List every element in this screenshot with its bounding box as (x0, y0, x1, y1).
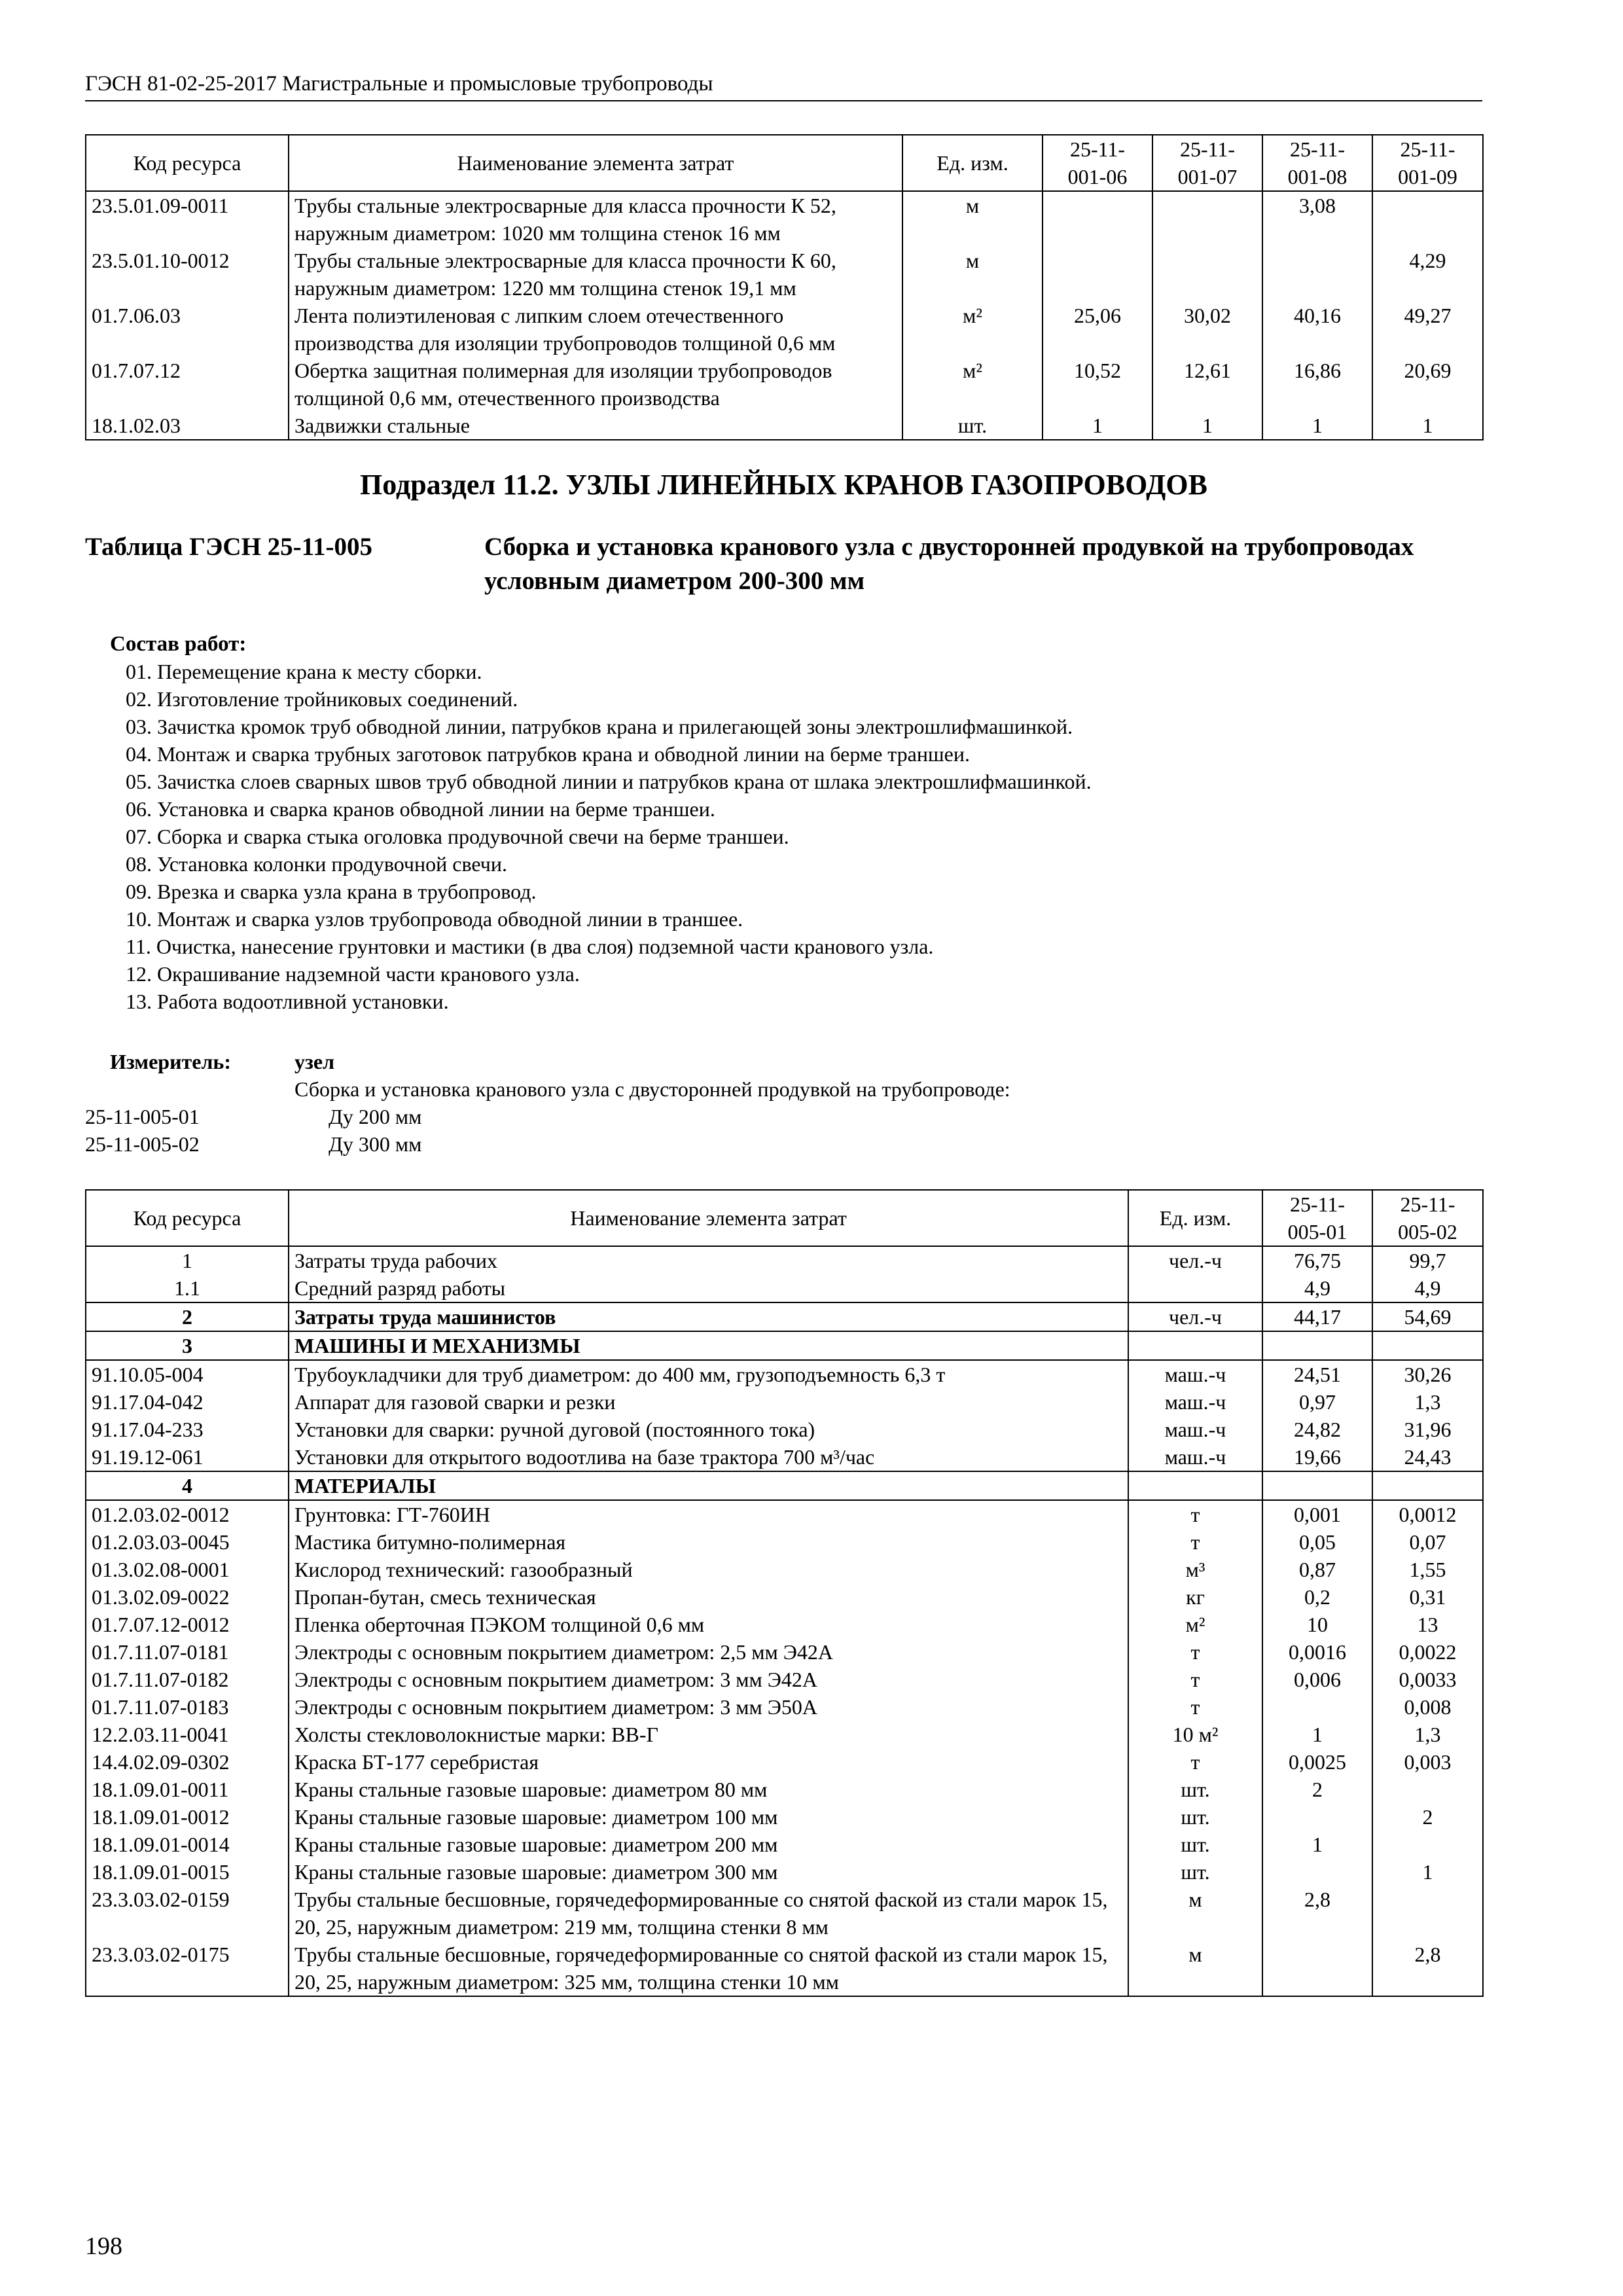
unit: м (1128, 1886, 1262, 1941)
resource-name: Электроды с основным покрытием диаметром: 3 мм Э50А (289, 1693, 1128, 1721)
document-page (85, 72, 1482, 1997)
value-cell: 10,52 (1043, 357, 1152, 412)
resource-code: 01.2.03.02-0012 (86, 1500, 289, 1528)
resource-code: 18.1.09.01-0012 (86, 1803, 289, 1831)
unit: м² (902, 357, 1043, 412)
value-cell (1262, 1693, 1372, 1721)
table-row (86, 1416, 1483, 1443)
work-item: 06. Установка и сварка кранов обводной линии на берме траншеи. (126, 797, 715, 821)
unit (1128, 1331, 1262, 1360)
value-cell: 24,82 (1262, 1416, 1372, 1443)
value-cell (1262, 1858, 1372, 1886)
unit: м² (902, 302, 1043, 357)
resource-code: 91.10.05-004 (86, 1360, 289, 1388)
column-header: Код ресурса (86, 135, 289, 191)
value-cell: 49,27 (1372, 302, 1483, 357)
value-cell: 0,001 (1262, 1500, 1372, 1528)
resource-code: 14.4.02.09-0302 (86, 1748, 289, 1776)
table-row (86, 1443, 1483, 1471)
value-cell (1372, 191, 1483, 247)
table-row (86, 1331, 1483, 1360)
table-row (86, 1246, 1483, 1274)
table-header-row (86, 1190, 1483, 1246)
value-cell: 31,96 (1372, 1416, 1483, 1443)
value-cell: 40,16 (1262, 302, 1372, 357)
table-row (86, 1388, 1483, 1416)
table-row (86, 1360, 1483, 1388)
table-row (86, 191, 1483, 247)
column-header: 25-11- 005-02 (1372, 1190, 1483, 1246)
column-header: Ед. изм. (1128, 1190, 1262, 1246)
value-cell (1262, 1941, 1372, 1996)
table-row (86, 1302, 1483, 1331)
measure-item: Ду 200 мм (329, 1105, 422, 1128)
resource-name: Трубы стальные электросварные для класса прочности К 52, наружным диаметром: 1020 мм толщина стенок 16 мм (289, 191, 902, 247)
work-item: 12. Окрашивание надземной части кранового узла. (126, 962, 580, 986)
measure-desc: Сборка и установка кранового узла с двусторонней продувкой на трубопроводе: (294, 1077, 1010, 1101)
resource-name: Средний разряд работы (289, 1274, 1128, 1302)
measure-code: 25-11-005-02 (85, 1132, 200, 1156)
value-cell: 0,87 (1262, 1556, 1372, 1583)
measure-item: Ду 300 мм (329, 1132, 422, 1156)
unit: шт. (1128, 1803, 1262, 1831)
resource-code: 01.7.11.07-0183 (86, 1693, 289, 1721)
resource-name: Кислород технический: газообразный (289, 1556, 1128, 1583)
resource-name: Обертка защитная полимерная для изоляции трубопроводов толщиной 0,6 мм, отечественного производства (289, 357, 902, 412)
resource-code: 01.7.11.07-0181 (86, 1638, 289, 1666)
value-cell (1372, 1471, 1483, 1500)
table-number: Таблица ГЭСН 25-11-005 (85, 533, 372, 561)
table-row (86, 1776, 1483, 1803)
value-cell: 4,9 (1262, 1274, 1372, 1302)
value-cell: 0,003 (1372, 1748, 1483, 1776)
resource-name: Трубоукладчики для труб диаметром: до 400 мм, грузоподъемность 6,3 т (289, 1360, 1128, 1388)
column-header: 25-11- 001-06 (1043, 135, 1152, 191)
value-cell (1372, 1331, 1483, 1360)
resource-name: Мастика битумно-полимерная (289, 1528, 1128, 1556)
measure-unit: узел (294, 1050, 335, 1073)
value-cell: 1,3 (1372, 1388, 1483, 1416)
value-cell: 2,8 (1372, 1941, 1483, 1996)
table-row (86, 1471, 1483, 1500)
unit: маш.-ч (1128, 1388, 1262, 1416)
resource-code: 23.5.01.10-0012 (86, 247, 289, 302)
running-header: ГЭСН 81-02-25-2017 Магистральные и промысловые трубопроводы (85, 72, 1482, 101)
table-row (86, 1528, 1483, 1556)
measure-label: Измеритель: (110, 1050, 231, 1073)
value-cell: 76,75 (1262, 1246, 1372, 1274)
value-cell: 0,97 (1262, 1388, 1372, 1416)
resource-name: Краны стальные газовые шаровые: диаметром 80 мм (289, 1776, 1128, 1803)
value-cell: 0,31 (1372, 1583, 1483, 1611)
value-cell (1043, 247, 1152, 302)
work-item: 05. Зачистка слоев сварных швов труб обводной линии и патрубков крана от шлака электрошлифмашинкой. (126, 770, 1092, 793)
unit: чел.-ч (1128, 1302, 1262, 1331)
table-row (86, 1858, 1483, 1886)
unit: м² (1128, 1611, 1262, 1638)
table-row (86, 412, 1483, 440)
column-header: 25-11- 005-01 (1262, 1190, 1372, 1246)
unit: т (1128, 1693, 1262, 1721)
value-cell (1372, 1831, 1483, 1858)
value-cell: 3,08 (1262, 191, 1372, 247)
resource-code: 18.1.09.01-0014 (86, 1831, 289, 1858)
value-cell: 1 (1372, 1858, 1483, 1886)
table-row (86, 1721, 1483, 1748)
works-title: Состав работ: (110, 632, 247, 656)
value-cell: 0,0033 (1372, 1666, 1483, 1693)
table-row (86, 247, 1483, 302)
value-cell (1262, 1471, 1372, 1500)
value-cell: 20,69 (1372, 357, 1483, 412)
table-header-row (86, 135, 1483, 191)
unit: маш.-ч (1128, 1360, 1262, 1388)
resource-code: 01.7.11.07-0182 (86, 1666, 289, 1693)
value-cell: 25,06 (1043, 302, 1152, 357)
unit: шт. (1128, 1831, 1262, 1858)
resource-name: МАШИНЫ И МЕХАНИЗМЫ (289, 1331, 1128, 1360)
resource-name: Электроды с основным покрытием диаметром: 3 мм Э42А (289, 1666, 1128, 1693)
resource-code: 2 (86, 1302, 289, 1331)
resource-code: 23.3.03.02-0175 (86, 1941, 289, 1996)
value-cell (1262, 1331, 1372, 1360)
resource-name: Холсты стекловолокнистые марки: ВВ-Г (289, 1721, 1128, 1748)
unit: т (1128, 1500, 1262, 1528)
resource-code: 23.3.03.02-0159 (86, 1886, 289, 1941)
value-cell (1372, 1776, 1483, 1803)
resource-name: Электроды с основным покрытием диаметром: 2,5 мм Э42А (289, 1638, 1128, 1666)
table-row (86, 357, 1483, 412)
unit: т (1128, 1748, 1262, 1776)
work-item: 02. Изготовление тройниковых соединений. (126, 687, 518, 711)
value-cell: 13 (1372, 1611, 1483, 1638)
value-cell: 30,26 (1372, 1360, 1483, 1388)
resource-name: Краны стальные газовые шаровые: диаметром 200 мм (289, 1831, 1128, 1858)
resource-name: Лента полиэтиленовая с липким слоем отечественного производства для изоляции трубопроводов толщиной 0,6 мм (289, 302, 902, 357)
resource-name: Трубы стальные бесшовные, горячедеформированные со снятой фаской из стали марок 15, 20, 25, наружным диаметром: 325 мм, толщина стенки 10 мм (289, 1941, 1128, 1996)
resource-code: 01.7.07.12-0012 (86, 1611, 289, 1638)
resource-name: Краска БТ-177 серебристая (289, 1748, 1128, 1776)
table-row (86, 1886, 1483, 1941)
value-cell (1043, 191, 1152, 247)
resource-name: Пленка оберточная ПЭКОМ толщиной 0,6 мм (289, 1611, 1128, 1638)
value-cell: 54,69 (1372, 1302, 1483, 1331)
work-item: 11. Очистка, нанесение грунтовки и мастики (в два слоя) подземной части кранового узла. (126, 935, 934, 958)
measure-block (85, 1048, 1482, 1158)
resource-code: 91.17.04-042 (86, 1388, 289, 1416)
table-row (86, 1941, 1483, 1996)
value-cell (1372, 1886, 1483, 1941)
value-cell: 30,02 (1152, 302, 1262, 357)
unit: м³ (1128, 1556, 1262, 1583)
value-cell: 0,008 (1372, 1693, 1483, 1721)
table-row (86, 1583, 1483, 1611)
resource-name: Затраты труда рабочих (289, 1246, 1128, 1274)
value-cell: 0,0022 (1372, 1638, 1483, 1666)
work-item: 04. Монтаж и сварка трубных заготовок патрубков крана и обводной линии на берме траншеи. (126, 742, 970, 766)
unit: шт. (1128, 1858, 1262, 1886)
resource-code: 12.2.03.11-0041 (86, 1721, 289, 1748)
table-caption: Сборка и установка кранового узла с двусторонней продувкой на трубопроводах условным диаметром 200-300 мм (484, 533, 1414, 595)
value-cell: 24,51 (1262, 1360, 1372, 1388)
unit: т (1128, 1528, 1262, 1556)
unit: 10 м² (1128, 1721, 1262, 1748)
value-cell: 19,66 (1262, 1443, 1372, 1471)
work-item: 01. Перемещение крана к месту сборки. (126, 660, 482, 683)
resource-code: 91.17.04-233 (86, 1416, 289, 1443)
unit: м (1128, 1941, 1262, 1996)
value-cell: 1 (1372, 412, 1483, 440)
table-row (86, 302, 1483, 357)
resource-table-001 (85, 134, 1484, 440)
column-header: 25-11- 001-08 (1262, 135, 1372, 191)
value-cell: 0,0025 (1262, 1748, 1372, 1776)
resource-code: 1 (86, 1246, 289, 1274)
table-row (86, 1611, 1483, 1638)
value-cell: 44,17 (1262, 1302, 1372, 1331)
value-cell: 1,3 (1372, 1721, 1483, 1748)
resource-code: 18.1.02.03 (86, 412, 289, 440)
resource-code: 01.3.02.08-0001 (86, 1556, 289, 1583)
resource-code: 18.1.09.01-0011 (86, 1776, 289, 1803)
unit: шт. (902, 412, 1043, 440)
resource-name: Краны стальные газовые шаровые: диаметром 300 мм (289, 1858, 1128, 1886)
resource-name: Установки для сварки: ручной дуговой (постоянного тока) (289, 1416, 1128, 1443)
resource-code: 23.5.01.09-0011 (86, 191, 289, 247)
resource-name: МАТЕРИАЛЫ (289, 1471, 1128, 1500)
resource-name: Аппарат для газовой сварки и резки (289, 1388, 1128, 1416)
table-row (86, 1831, 1483, 1858)
measure-code: 25-11-005-01 (85, 1105, 200, 1128)
table-row (86, 1803, 1483, 1831)
unit (1128, 1471, 1262, 1500)
unit: маш.-ч (1128, 1443, 1262, 1471)
work-item: 13. Работа водоотливной установки. (126, 990, 449, 1013)
column-header: 25-11- 001-07 (1152, 135, 1262, 191)
table-row (86, 1500, 1483, 1528)
unit: кг (1128, 1583, 1262, 1611)
value-cell: 0,07 (1372, 1528, 1483, 1556)
value-cell: 4,9 (1372, 1274, 1483, 1302)
resource-name: Трубы стальные бесшовные, горячедеформированные со снятой фаской из стали марок 15, 20, 25, наружным диаметром: 219 мм, толщина стенки 8 мм (289, 1886, 1128, 1941)
table-row (86, 1638, 1483, 1666)
resource-name: Затраты труда машинистов (289, 1302, 1128, 1331)
value-cell: 1 (1262, 412, 1372, 440)
value-cell: 16,86 (1262, 357, 1372, 412)
resource-code: 91.19.12-061 (86, 1443, 289, 1471)
resource-name: Грунтовка: ГТ-760ИН (289, 1500, 1128, 1528)
value-cell: 0,2 (1262, 1583, 1372, 1611)
resource-code: 01.3.02.09-0022 (86, 1583, 289, 1611)
unit: т (1128, 1638, 1262, 1666)
value-cell (1152, 247, 1262, 302)
resource-code: 18.1.09.01-0015 (86, 1858, 289, 1886)
value-cell: 24,43 (1372, 1443, 1483, 1471)
resource-name: Пропан-бутан, смесь техническая (289, 1583, 1128, 1611)
value-cell: 2 (1262, 1776, 1372, 1803)
resource-code: 4 (86, 1471, 289, 1500)
value-cell (1262, 1803, 1372, 1831)
value-cell: 2 (1372, 1803, 1483, 1831)
unit: маш.-ч (1128, 1416, 1262, 1443)
value-cell: 0,006 (1262, 1666, 1372, 1693)
value-cell (1262, 247, 1372, 302)
value-cell: 12,61 (1152, 357, 1262, 412)
unit: т (1128, 1666, 1262, 1693)
column-header: 25-11- 001-09 (1372, 135, 1483, 191)
column-header: Наименование элемента затрат (289, 1190, 1128, 1246)
unit: чел.-ч (1128, 1246, 1262, 1274)
table-row (86, 1556, 1483, 1583)
value-cell: 1 (1152, 412, 1262, 440)
table-row (86, 1693, 1483, 1721)
unit (1128, 1274, 1262, 1302)
value-cell: 4,29 (1372, 247, 1483, 302)
resource-table-005 (85, 1189, 1484, 1997)
column-header: Ед. изм. (902, 135, 1043, 191)
resource-code: 01.7.06.03 (86, 302, 289, 357)
value-cell: 2,8 (1262, 1886, 1372, 1941)
resource-code: 1.1 (86, 1274, 289, 1302)
resource-name: Задвижки стальные (289, 412, 902, 440)
table-title (85, 530, 1482, 598)
value-cell: 99,7 (1372, 1246, 1483, 1274)
value-cell: 0,0012 (1372, 1500, 1483, 1528)
resource-code: 01.7.07.12 (86, 357, 289, 412)
work-item: 10. Монтаж и сварка узлов трубопровода обводной линии в траншее. (126, 907, 743, 931)
value-cell: 1 (1262, 1721, 1372, 1748)
resource-code: 01.2.03.03-0045 (86, 1528, 289, 1556)
unit: шт. (1128, 1776, 1262, 1803)
work-item: 09. Врезка и сварка узла крана в трубопровод. (126, 880, 537, 903)
work-item: 03. Зачистка кромок труб обводной линии, патрубков крана и прилегающей зоны электрошлифмашинкой. (126, 715, 1073, 738)
subsection-title: Подраздел 11.2. УЗЛЫ ЛИНЕЙНЫХ КРАНОВ ГАЗОПРОВОДОВ (360, 469, 1207, 501)
resource-name: Установки для открытого водоотлива на базе трактора 700 м³/час (289, 1443, 1128, 1471)
table-row (86, 1748, 1483, 1776)
unit: м (902, 191, 1043, 247)
table-row (86, 1666, 1483, 1693)
unit: м (902, 247, 1043, 302)
value-cell: 1 (1043, 412, 1152, 440)
value-cell: 10 (1262, 1611, 1372, 1638)
work-item: 07. Сборка и сварка стыка оголовка продувочной свечи на берме траншеи. (126, 825, 789, 848)
column-header: Наименование элемента затрат (289, 135, 902, 191)
column-header: Код ресурса (86, 1190, 289, 1246)
value-cell (1152, 191, 1262, 247)
value-cell: 0,05 (1262, 1528, 1372, 1556)
value-cell: 1 (1262, 1831, 1372, 1858)
table-row (86, 1274, 1483, 1302)
works-list (85, 658, 1482, 1015)
resource-name: Трубы стальные электросварные для класса прочности К 60, наружным диаметром: 1220 мм толщина стенок 19,1 мм (289, 247, 902, 302)
resource-code: 3 (86, 1331, 289, 1360)
page-number: 198 (85, 2233, 122, 2260)
value-cell: 1,55 (1372, 1556, 1483, 1583)
resource-name: Краны стальные газовые шаровые: диаметром 100 мм (289, 1803, 1128, 1831)
work-item: 08. Установка колонки продувочной свечи. (126, 852, 507, 876)
value-cell: 0,0016 (1262, 1638, 1372, 1666)
